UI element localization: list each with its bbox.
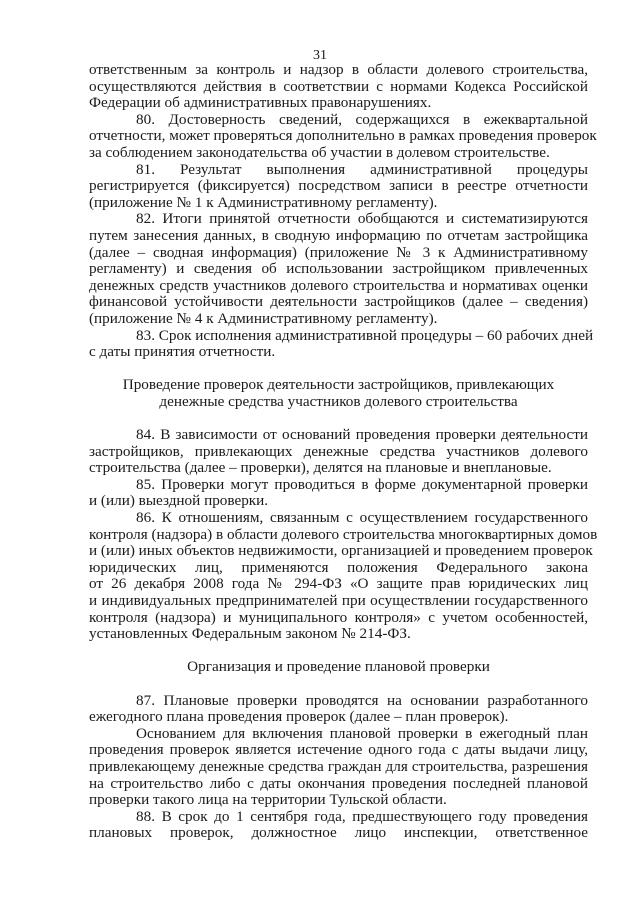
text-line: Основанием для включения плановой проверки в ежегодный план (136, 724, 588, 742)
text-line: финансовой устойчивости деятельности застройщиков (далее – сведения) (89, 293, 588, 311)
text-line: регламенту) и сведения об использовании застройщиком привлеченных (89, 260, 588, 278)
text-line: с даты принятия отчетности. (89, 343, 276, 361)
text-line: 81. Результат выполнения административной процедуры (136, 160, 588, 178)
text-line: 83. Срок исполнения административной процедуры – 60 рабочих дней (136, 326, 594, 344)
text-line: 87. Плановые проверки проводятся на основании разработанного (136, 691, 588, 709)
text-line: регистрируется (фиксируется) посредством записи в реестре отчетности (89, 177, 588, 195)
paragraph (89, 693, 588, 726)
paragraph (89, 110, 597, 162)
heading-line: Проведение проверок деятельности застройщиков, привлекающих (122, 376, 555, 394)
text-line: юридических лиц, применяются положения Федерального закона (89, 558, 588, 576)
paragraph (89, 427, 588, 477)
text-line: проведения проверок является истечение одного года с даты выдачи лицу, (89, 741, 588, 759)
paragraph (89, 726, 588, 809)
paragraph (89, 62, 588, 112)
text-line: и (или) выездной проверки. (89, 492, 269, 510)
section-heading (89, 659, 588, 676)
heading-line: денежные средства участников долевого строительства (159, 392, 518, 410)
text-line: от 26 декабря 2008 года № 294-ФЗ «О защите прав юридических лиц (89, 575, 588, 593)
text-line: 86. К отношениям, связанным с осуществлением государственного (136, 509, 588, 527)
text-line: ответственным за контроль и надзор в области долевого строительства, (89, 61, 588, 78)
text-line: 80. Достоверность сведений, содержащихся в ежеквартальной (136, 110, 588, 128)
text-line: установленных Федеральным законом № 214-ФЗ. (89, 625, 411, 643)
text-line: отчетности, может проверяться дополнительно в рамках проведения проверок (89, 127, 597, 145)
paragraph (89, 162, 588, 212)
section-heading (89, 377, 588, 410)
text-line: 82. Итоги принятой отчетности обобщаются и систематизируются (136, 210, 588, 228)
text-line: проверки такого лица на территории Тульской области. (89, 791, 447, 809)
text-line: Федерации об административных правонарушениях. (89, 94, 432, 112)
text-line: привлекающему денежные средства граждан для строительства, разрешения (89, 757, 588, 775)
text-line: 84. В зависимости от оснований проведения проверки деятельности (136, 426, 588, 444)
text-line: застройщиков, привлекающих денежные средства участников долевого (89, 442, 588, 460)
page-number: 31 (313, 48, 327, 63)
text-line: плановых проверок, должностное лицо инспекции, ответственное (89, 824, 588, 842)
text-line: на строительство либо с даты окончания проведения последней плановой (89, 774, 588, 792)
text-line: путем занесения данных, в сводную информацию по отчетам застройщика (89, 226, 588, 244)
heading-line: Организация и проведение плановой проверки (187, 658, 490, 676)
text-line: 85. Проверки могут проводиться в форме документарной проверки (136, 475, 588, 493)
text-line: (далее – сводная информация) (приложение № 3 к Административному (89, 243, 588, 261)
text-line: и индивидуальных предпринимателей при осуществлении государственного (89, 592, 588, 609)
text-line: ежегодного плана проведения проверок (далее – план проверок). (89, 708, 509, 726)
document-body (89, 61, 598, 842)
text-line: (приложение № 1 к Административному регламенту). (89, 193, 438, 211)
paragraph (89, 326, 594, 361)
paragraph (89, 809, 588, 842)
text-line: (приложение № 4 к Административному регламенту). (89, 309, 438, 327)
text-line: контроля (надзора) и муниципального контроля» с учетом особенностей, (89, 608, 588, 626)
text-line: осуществляются действия в соответствии с нормами Кодекса Российской (89, 77, 588, 95)
text-line: строительства (далее – проверки), делятся на плановые и внеплановые. (89, 459, 552, 477)
paragraph (89, 509, 598, 643)
paragraph (89, 477, 588, 510)
text-line: 88. В срок до 1 сентября года, предшествующего году проведения (136, 807, 588, 825)
text-line: за соблюдением законодательства об участии в долевом строительстве. (89, 143, 550, 161)
text-line: и (или) иных объектов недвижимости, организацией и проведением проверок (89, 542, 593, 560)
paragraph (89, 211, 588, 327)
text-line: контроля (надзора) в области долевого строительства многоквартирных домов (89, 525, 598, 543)
text-line: денежных средств участников долевого строительства и нормативах оценки (89, 276, 588, 294)
